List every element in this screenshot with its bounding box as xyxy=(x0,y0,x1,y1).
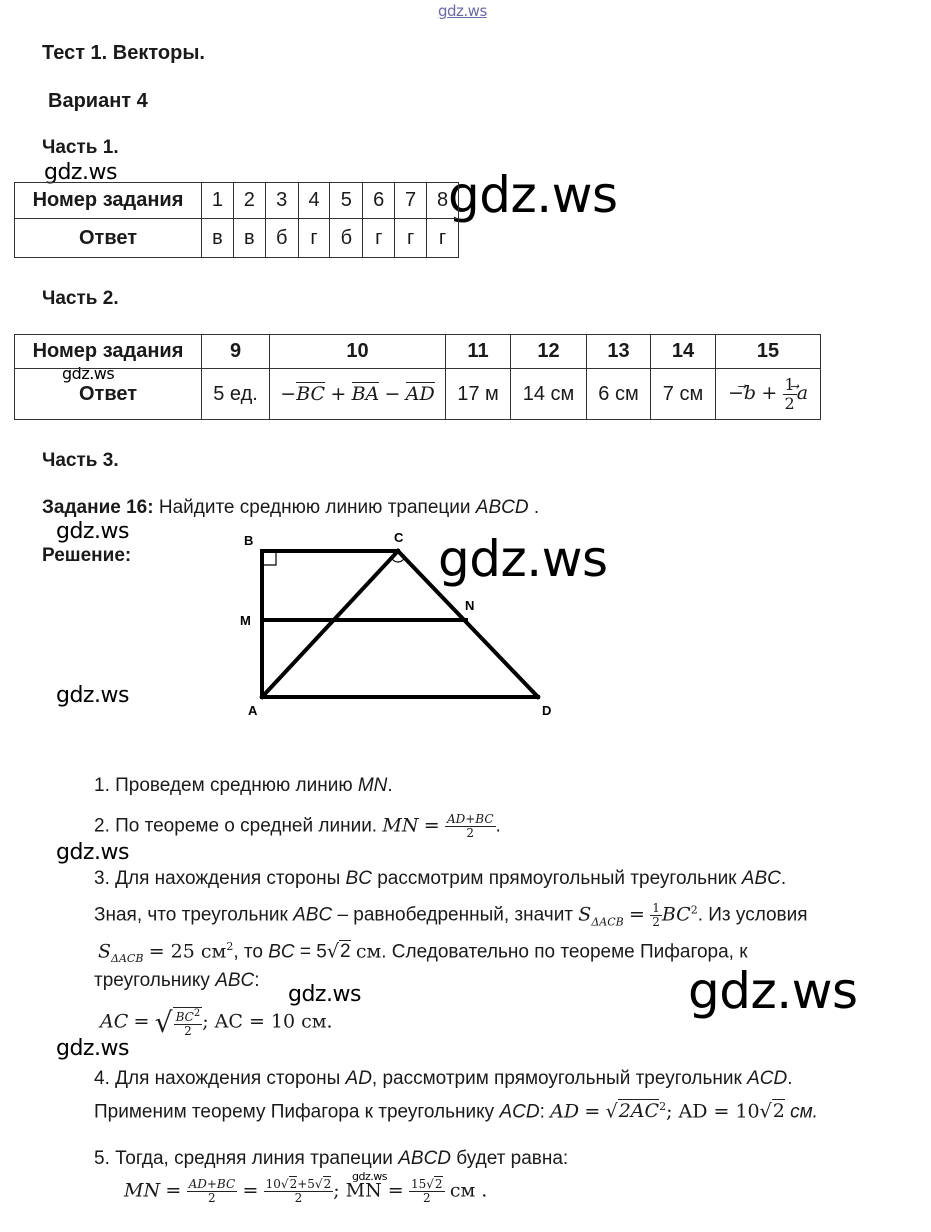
watermark: gdz.ws xyxy=(288,982,361,1007)
solution-label: Решение: xyxy=(42,545,132,566)
step-4-line-2: Применим теорему Пифагора к треугольнику ACD: AD = $√2AC^2$; AD = 10√2 см. xyxy=(94,1100,818,1123)
watermark-large: gdz.ws xyxy=(438,530,608,588)
answer-cell-vector-sum xyxy=(716,369,821,420)
part1-heading: Часть 1. xyxy=(42,137,119,158)
row-header-answer: Ответ xyxy=(15,369,202,420)
label-b: B xyxy=(244,533,254,548)
right-angle-mark xyxy=(264,553,276,565)
task-number: 5 xyxy=(330,183,363,219)
step-4-line-1: 4. Для нахождения стороны AD, рассмотрим прямоугольный треугольник ACD. xyxy=(94,1068,793,1089)
watermark-tiny: gdz.ws xyxy=(352,1170,387,1183)
plus-sign: + xyxy=(330,382,347,405)
step-3-line-5: AC = √ $\frac{BC^2}{2}$ ; AC = 10 см. xyxy=(100,1006,333,1039)
label-d: D xyxy=(542,703,552,718)
step-3-line-2: Зная, что треугольник ABC – равнобедренный, значит $S_{\Delta ACB}$ = $\frac{1}{2}$ $BC^2$. Из условия xyxy=(94,901,808,930)
task-number: 11 xyxy=(446,335,511,369)
minus-sign: − xyxy=(280,382,297,405)
vector-bc: BC xyxy=(296,382,326,405)
task-text: Найдите среднюю линию трапеции xyxy=(158,497,471,518)
watermark-top[interactable]: gdz.ws xyxy=(438,2,487,20)
answer-cell: 7 см xyxy=(651,369,716,420)
task-number: 9 xyxy=(202,335,270,369)
watermark-large: gdz.ws xyxy=(688,962,858,1020)
task-number: 15 xyxy=(716,335,821,369)
part2-heading: Часть 2. xyxy=(42,288,119,309)
task-number: 3 xyxy=(265,183,298,219)
task16-statement xyxy=(42,497,539,519)
task-variable: ABCD xyxy=(475,497,529,518)
angle-arc-mark xyxy=(392,559,404,562)
vector-ad: AD xyxy=(405,382,435,405)
row-header-answer: Ответ xyxy=(15,219,202,258)
label-m: M xyxy=(240,613,251,628)
watermark-small: gdz.ws xyxy=(62,364,115,383)
step-2: 2. По теореме о средней линии. MN = $\frac{AD+BC}{2}$ . xyxy=(94,812,501,841)
answer-cell: б xyxy=(265,219,298,258)
vector-b: b xyxy=(743,382,757,405)
step-5-line-2: MN = $\frac{AD+BC}{2}$ = $\frac{10√2+5√2}{2}$ ; MN = $\frac{15√2}{2}$ см . xyxy=(124,1177,488,1206)
answer-cell: г xyxy=(395,219,427,258)
step-3-line-3: $S_{\Delta ACB} = 25$ $см^2$, то BC = 5√2 см. Следовательно по теореме Пифагора, к xyxy=(98,940,748,966)
answer-cell: 14 см xyxy=(511,369,587,420)
label-a: A xyxy=(248,703,258,718)
minus-sign: − xyxy=(727,382,744,405)
answer-cell: в xyxy=(202,219,234,258)
task-number: 4 xyxy=(298,183,330,219)
task-number: 7 xyxy=(395,183,427,219)
vector-a: a xyxy=(796,382,809,405)
watermark: gdz.ws xyxy=(44,160,117,185)
task-number: 10 xyxy=(270,335,446,369)
step-3-line-1: 3. Для нахождения стороны BC рассмотрим прямоугольный треугольник ABC. xyxy=(94,868,787,889)
minus-sign: − xyxy=(384,382,401,405)
answer-cell: г xyxy=(363,219,395,258)
variant-label: Вариант 4 xyxy=(48,90,148,112)
answer-cell: б xyxy=(330,219,363,258)
answer-cell: 6 см xyxy=(587,369,651,420)
plus-sign: + xyxy=(761,382,778,405)
task-label: Задание 16: xyxy=(42,497,154,518)
answer-cell-vectors xyxy=(270,369,446,420)
task-number: 14 xyxy=(651,335,716,369)
step-5-line-1: 5. Тогда, средняя линия трапеции ABCD будет равна: xyxy=(94,1148,569,1169)
step-1: 1. Проведем среднюю линию MN. xyxy=(94,775,393,796)
part3-heading: Часть 3. xyxy=(42,450,119,471)
diagonal-ac xyxy=(262,551,398,697)
fraction-half: $\frac{1}{2}$ xyxy=(784,374,795,413)
task-number: 12 xyxy=(511,335,587,369)
label-c: C xyxy=(394,530,404,545)
answer-cell: г xyxy=(298,219,330,258)
watermark: gdz.ws xyxy=(56,683,129,708)
task-number: 8 xyxy=(427,183,459,219)
vector-ba: BA xyxy=(351,382,380,405)
row-header-task: Номер задания xyxy=(15,335,202,369)
watermark-large: gdz.ws xyxy=(448,166,618,224)
task-number: 1 xyxy=(202,183,234,219)
trapezoid-figure xyxy=(230,525,570,725)
watermark: gdz.ws xyxy=(56,519,129,544)
task-number: 2 xyxy=(233,183,265,219)
row-header-task: Номер задания xyxy=(15,183,202,219)
step-3-line-4: треугольнику ABC: xyxy=(94,970,260,991)
answer-cell: г xyxy=(427,219,459,258)
side-cd xyxy=(398,551,538,697)
answer-cell: 17 м xyxy=(446,369,511,420)
part1-table xyxy=(14,182,459,258)
answer-cell: в xyxy=(233,219,265,258)
watermark: gdz.ws xyxy=(56,840,129,865)
answer-cell: 5 ед. xyxy=(202,369,270,420)
label-n: N xyxy=(465,598,475,613)
page-title: Тест 1. Векторы. xyxy=(42,42,205,64)
task-number: 6 xyxy=(363,183,395,219)
watermark: gdz.ws xyxy=(56,1036,129,1061)
punctuation: . xyxy=(533,497,540,518)
part2-table xyxy=(14,334,821,420)
task-number: 13 xyxy=(587,335,651,369)
